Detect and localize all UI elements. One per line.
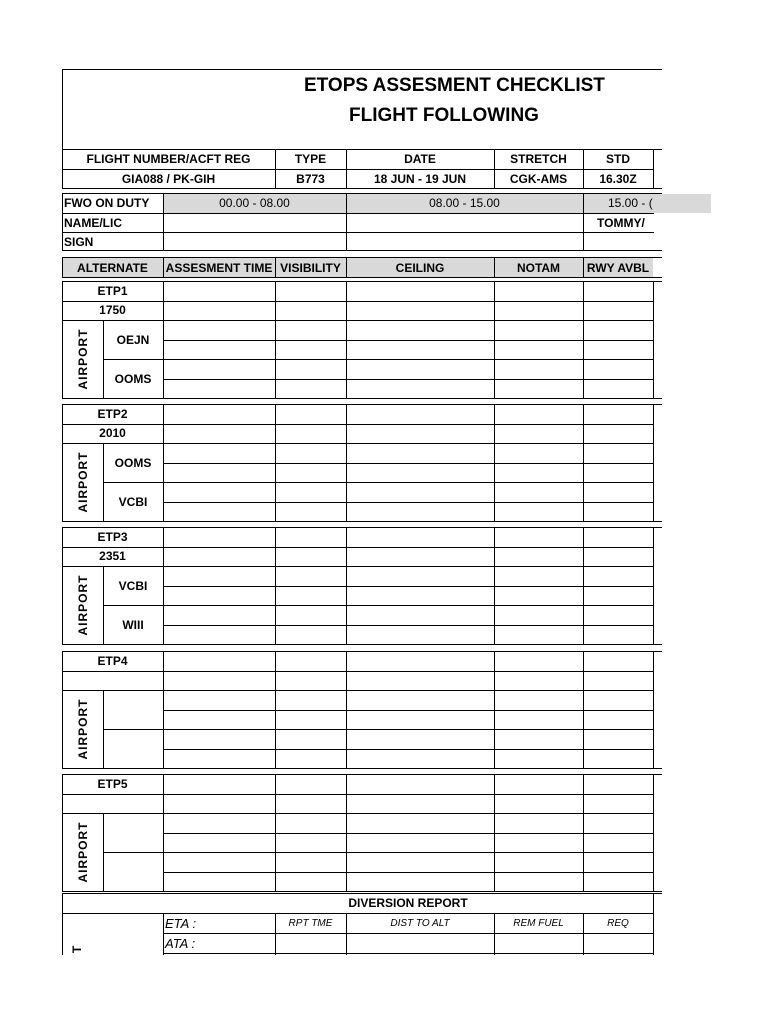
rem-fuel-label: REM FUEL bbox=[513, 917, 564, 929]
checklist-subtitle: FLIGHT FOLLOWING bbox=[349, 105, 539, 126]
value-flight-number: GIA088 / PK-GIH bbox=[121, 172, 216, 186]
header-date: DATE bbox=[404, 152, 436, 166]
alternate-airport-2: OOMS bbox=[114, 371, 152, 386]
col-ceiling: CEILING bbox=[395, 260, 445, 275]
rpt-tme-label: RPT TME bbox=[288, 917, 333, 929]
shift-1: 00.00 - 08.00 bbox=[219, 196, 290, 210]
col-rwy-avbl: RWY AVBL bbox=[586, 260, 650, 275]
col-alternate: ALTERNATE bbox=[77, 260, 148, 275]
airport-label: AIRPORT bbox=[76, 821, 90, 883]
etp-value: 1750 bbox=[99, 303, 126, 318]
etp-name: ETP5 bbox=[97, 776, 128, 791]
value-date: 18 JUN - 19 JUN bbox=[373, 172, 467, 186]
etp-value bbox=[62, 794, 163, 814]
etp-block bbox=[62, 404, 662, 522]
col-visibility: VISIBILITY bbox=[280, 260, 341, 275]
airport-label: AIRPORT bbox=[76, 328, 90, 390]
alternate-airport-2: VCBI bbox=[118, 494, 148, 509]
etp-block bbox=[62, 774, 662, 892]
value-type: B773 bbox=[296, 172, 325, 186]
header-flight-number: FLIGHT NUMBER/ACFT REG bbox=[86, 152, 251, 166]
name-lic-label: NAME/LIC bbox=[64, 215, 122, 230]
alternate-airport-1: VCBI bbox=[118, 578, 148, 593]
value-stretch: CGK-AMS bbox=[509, 172, 568, 186]
diversion-report-title: DIVERSION REPORT bbox=[348, 896, 468, 910]
alternate-airport-1 bbox=[103, 813, 163, 852]
header-std: STD bbox=[606, 152, 630, 166]
fwo-on-duty-label: FWO ON DUTY bbox=[64, 196, 150, 210]
etp-name: ETP2 bbox=[97, 406, 128, 421]
req-label: REQ bbox=[607, 917, 629, 929]
shift-3: 15.00 - ( bbox=[608, 196, 653, 210]
etp-value: 2351 bbox=[99, 549, 126, 564]
etp-name: ETP1 bbox=[97, 283, 128, 298]
alternate-airport-1: OEJN bbox=[116, 332, 150, 347]
alternate-airport-1: OOMS bbox=[114, 455, 152, 470]
name-lic-3: TOMMY/ bbox=[597, 215, 645, 230]
alternate-airport-2: WIII bbox=[122, 617, 144, 632]
airport-label: AIRPORT bbox=[76, 698, 90, 760]
etp-block bbox=[62, 651, 662, 769]
etp-block bbox=[62, 281, 662, 399]
sign-label: SIGN bbox=[64, 234, 94, 249]
eta-label: ETA : bbox=[165, 915, 197, 931]
etp-value: 2010 bbox=[99, 426, 126, 441]
diversion-airport-label-fragment: T bbox=[70, 944, 85, 954]
header-stretch: STRETCH bbox=[510, 152, 567, 166]
etp-value bbox=[62, 671, 163, 691]
header-type: TYPE bbox=[294, 152, 327, 166]
col-notam: NOTAM bbox=[516, 260, 561, 275]
dist-to-alt-label: DIST TO ALT bbox=[390, 917, 450, 929]
etp-name: ETP3 bbox=[97, 529, 128, 544]
alternate-airport-1 bbox=[103, 690, 163, 729]
ata-label: ATA : bbox=[165, 935, 196, 951]
alternate-airport-2 bbox=[103, 729, 163, 768]
checklist-title: ETOPS ASSESMENT CHECKLIST bbox=[304, 75, 605, 96]
airport-label: AIRPORT bbox=[76, 574, 90, 636]
etp-name: ETP4 bbox=[97, 653, 128, 668]
col-assessment-time: ASSESMENT TIME bbox=[165, 260, 273, 275]
shift-2: 08.00 - 15.00 bbox=[429, 196, 500, 210]
alternate-airport-2 bbox=[103, 852, 163, 891]
airport-label: AIRPORT bbox=[76, 451, 90, 513]
value-std: 16.30Z bbox=[599, 172, 637, 186]
etp-block bbox=[62, 527, 662, 645]
